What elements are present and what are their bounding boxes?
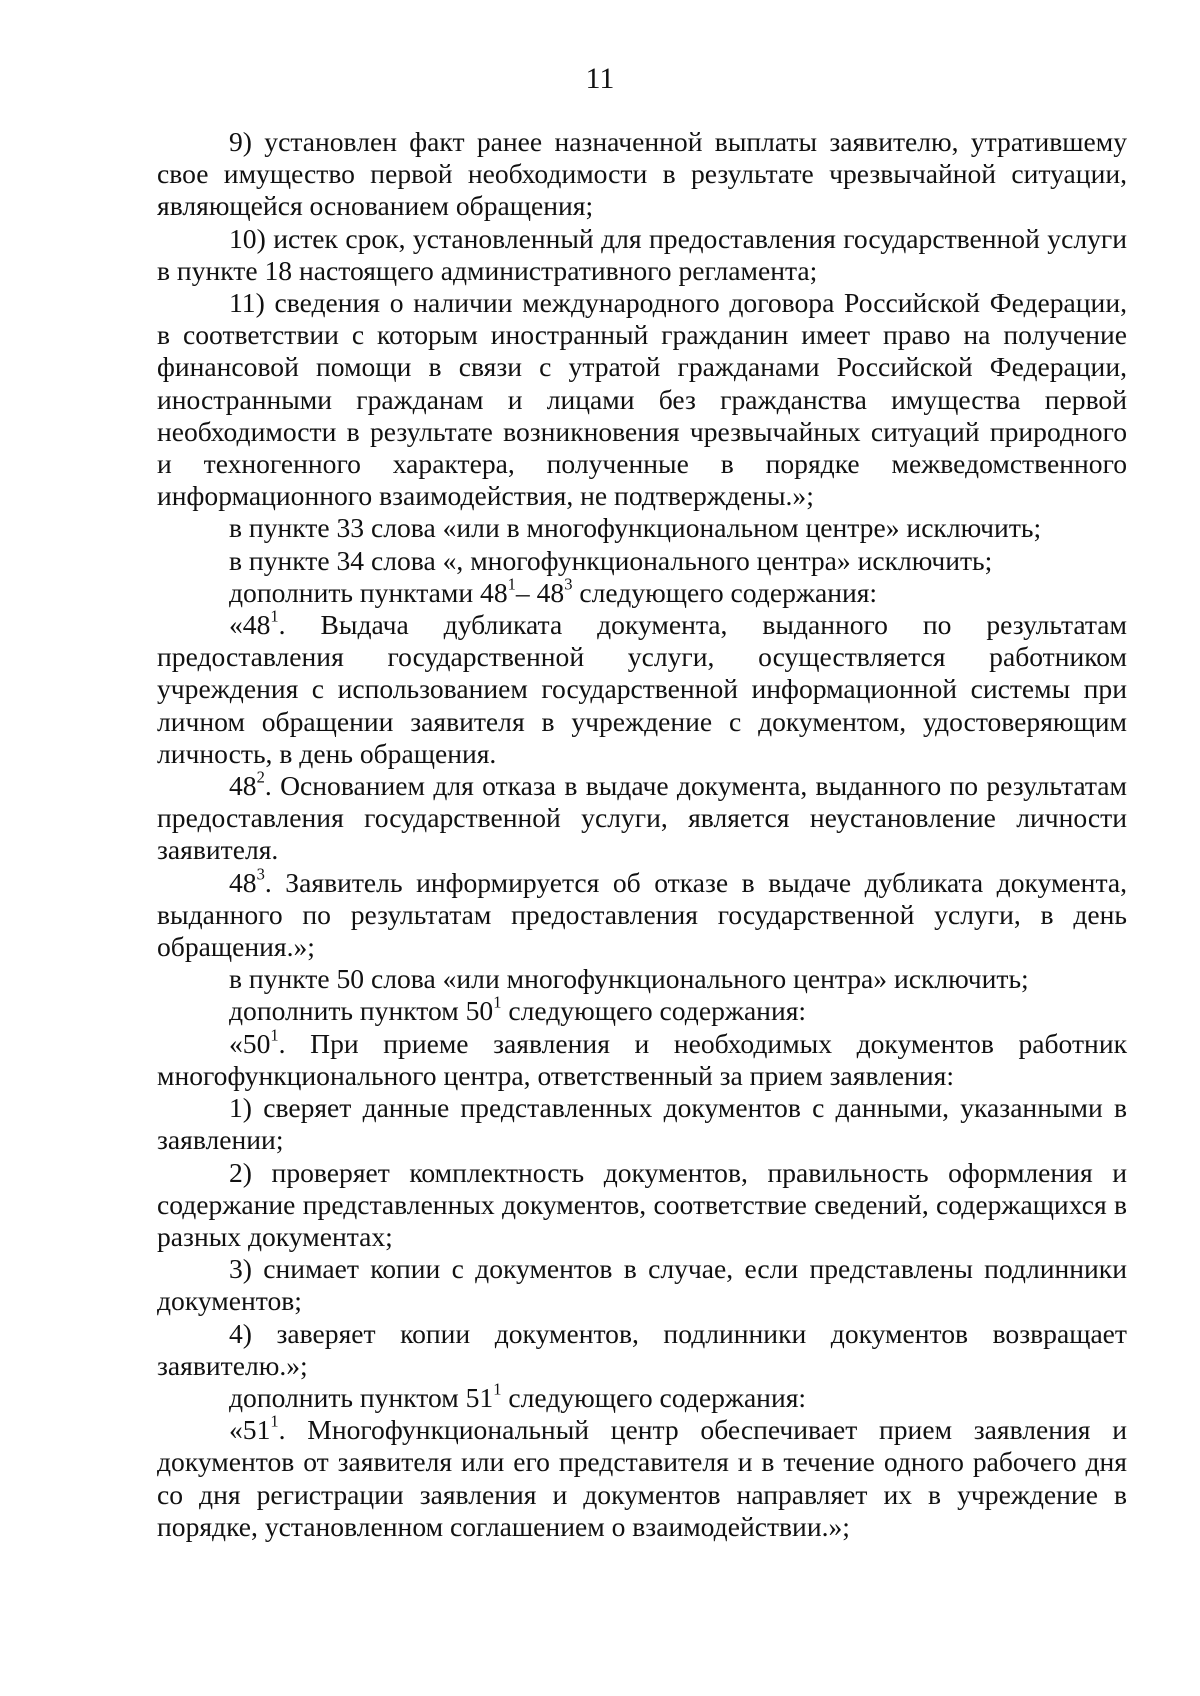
text-run: . Многофункциональный центр обеспечивает прием заявления и документов от заявителя или его представителя и в течение одного рабочего дня со дня регистрации заявления и документов направляет их в учреждение в порядке, установленном соглашением о взаимодействии.»; — [157, 1414, 1127, 1542]
text-run: «51 — [229, 1414, 271, 1446]
paragraph — [157, 767, 1127, 867]
paragraph — [157, 1157, 1127, 1254]
superscript: 3 — [256, 864, 265, 884]
text-run: 1) сверяет данные представленных документов с данными, указанными в заявлении; — [157, 1092, 1127, 1156]
paragraph — [157, 1253, 1127, 1317]
paragraph — [157, 963, 1127, 995]
text-run: дополнить пунктом 51 — [229, 1381, 494, 1413]
text-run: . Основанием для отказа в выдаче документа, выданного по результатам предоставления государственной услуги, является неустановление личности заявителя. — [157, 770, 1127, 866]
paragraph — [157, 512, 1127, 544]
paragraph — [157, 1025, 1127, 1092]
superscript: 1 — [493, 1379, 502, 1399]
superscript: 1 — [493, 993, 502, 1013]
paragraph — [157, 1379, 1127, 1414]
document-body — [157, 126, 1127, 1543]
paragraph — [157, 545, 1127, 577]
text-run: «50 — [229, 1027, 271, 1059]
paragraph — [157, 606, 1127, 770]
paragraph — [157, 126, 1127, 223]
text-run: следующего содержания: — [572, 576, 878, 608]
text-run: «48 — [229, 609, 271, 641]
paragraph — [157, 995, 1127, 1027]
text-run: – 48 — [515, 576, 565, 608]
text-run: следующего содержания: — [501, 995, 807, 1027]
text-run: дополнить пунктом 50 — [229, 995, 494, 1027]
text-run: следующего содержания: — [501, 1381, 807, 1413]
text-run: 9) установлен факт ранее назначенной выплаты заявителю, утратившему свое имущество первой необходимости в результате чрезвычайной ситуации, являющейся основанием обращения; — [157, 126, 1127, 222]
text-run: . Выдача дубликата документа, выданного по результатам предоставления государственной услуги, осуществляется работником учреждения с использованием государственной информационной системы при личном обращении заявителя в учреждение с документом, удостоверяющим личность, в день обращения. — [157, 609, 1127, 769]
page-number: 11 — [585, 62, 615, 95]
superscript: 1 — [270, 606, 279, 626]
text-run: 2) проверяет комплектность документов, правильность оформления и содержание представленных документов, соответствие сведений, содержащихся в разных документах; — [157, 1156, 1127, 1252]
superscript: 2 — [256, 767, 265, 787]
superscript: 1 — [507, 574, 516, 594]
text-run: 3) снимает копии с документов в случае, если представлены подлинники документов; — [157, 1253, 1127, 1317]
text-run: дополнить пунктами 48 — [229, 576, 508, 608]
text-run: 11) сведения о наличии международного договора Российской Федерации, в соответствии с которым иностранный гражданин имеет право на получение финансовой помощи в связи с утратой гражданами Российской Федерации, иностранными гражданам и лицами без гражданства имущества первой необходимости в результате возникновения чрезвычайных ситуаций природного и техногенного характера, полученные в порядке межведомственного информационного взаимодействия, не подтверждены.»; — [157, 287, 1127, 512]
text-run: в пункте 33 слова «или в многофункциональном центре» исключить; — [229, 512, 1042, 544]
text-run: . Заявитель информируется об отказе в выдаче дубликата документа, выданного по результатам предоставления государственной услуги, в день обращения.»; — [157, 866, 1127, 963]
superscript: 3 — [564, 574, 573, 594]
text-run: в пункте 34 слова «, многофункционального центра» исключить; — [229, 544, 993, 576]
superscript: 1 — [270, 1025, 279, 1045]
paragraph — [157, 287, 1127, 512]
text-run: 48 — [229, 770, 257, 802]
paragraph — [157, 1092, 1127, 1156]
paragraph — [157, 1318, 1127, 1382]
text-run: 4) заверяет копии документов, подлинники документов возвращает заявителю.»; — [157, 1317, 1127, 1381]
text-run: 48 — [229, 866, 257, 898]
paragraph — [157, 574, 1127, 609]
superscript: 1 — [270, 1411, 279, 1431]
paragraph — [157, 864, 1127, 964]
paragraph — [157, 1411, 1127, 1543]
paragraph — [157, 223, 1127, 287]
text-run: 10) истек срок, установленный для предоставления государственной услуги в пункте 18 настоящего административного регламента; — [157, 222, 1127, 286]
text-run: в пункте 50 слова «или многофункционального центра» исключить; — [229, 963, 1029, 995]
text-run: . При приеме заявления и необходимых документов работник многофункционального центра, ответственный за прием заявления: — [157, 1027, 1127, 1091]
